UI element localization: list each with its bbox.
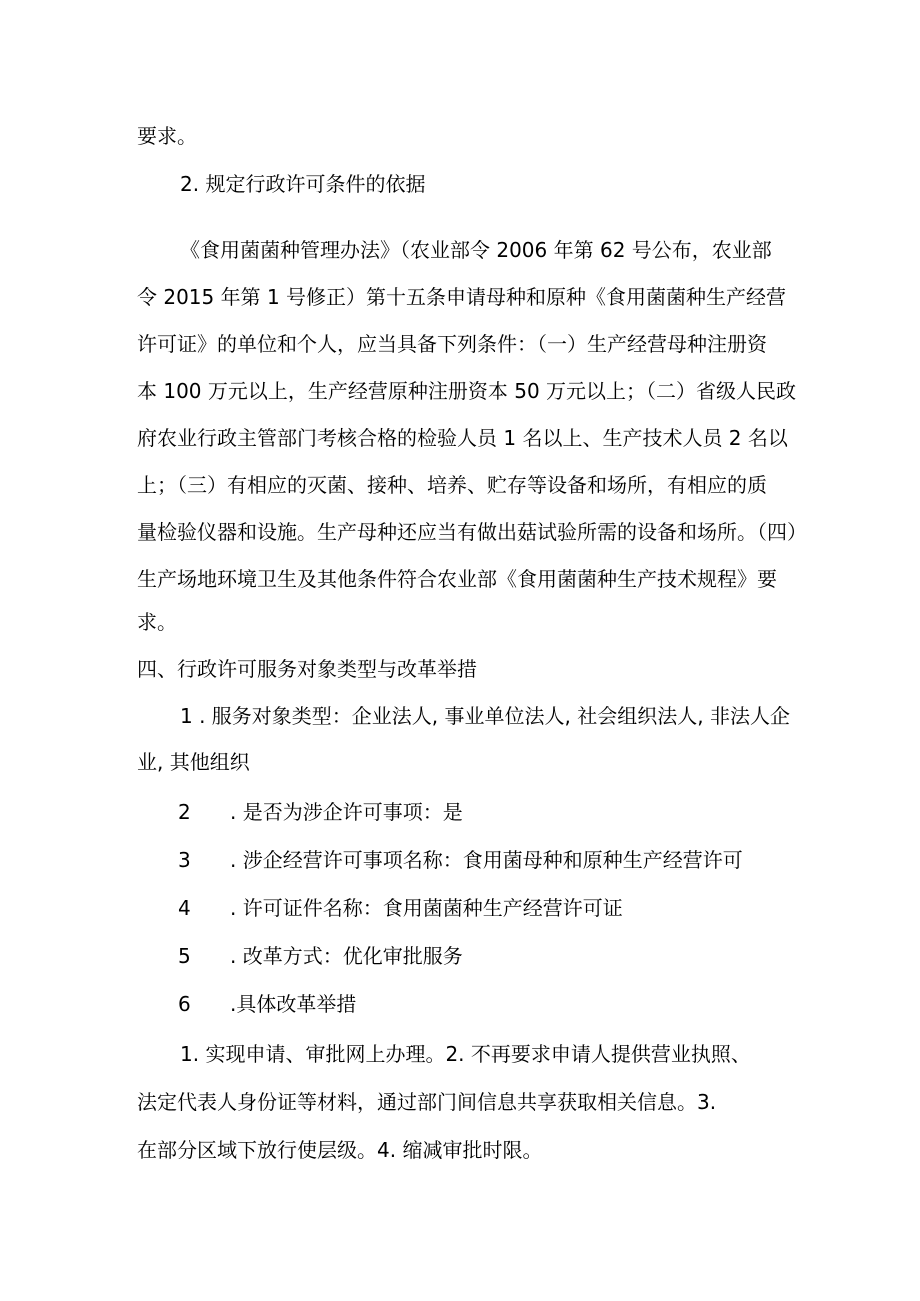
item-text: . 是否为涉企许可事项：是 (230, 800, 463, 824)
text-line-tail-1: 1. 实现申请、审批网上办理。2. 不再要求申请人提供营业执照、 (180, 1042, 751, 1066)
text-line-7: 府农业行政主管部门考核合格的检验人员 1 名以上、生产技术人员 2 名以 (137, 426, 788, 450)
section-heading-2: 2. 规定行政许可条件的依据 (180, 172, 426, 196)
text-line-13: 1 . 服务对象类型：企业法人, 事业单位法人, 社会组织法人, 非法人企 (180, 704, 790, 728)
numbered-item-3 (178, 848, 743, 872)
item-text: . 改革方式：优化审批服务 (230, 944, 463, 968)
section-heading-4: 四、行政许可服务对象类型与改革举措 (137, 657, 477, 681)
text-line-10: 生产场地环境卫生及其他条件符合农业部《食用菌菌种生产技术规程》要 (137, 567, 777, 591)
text-line-9: 量检验仪器和设施。生产母种还应当有做出菇试验所需的设备和场所。（四） (137, 520, 807, 544)
numbered-item-6 (178, 992, 356, 1016)
item-text: . 许可证件名称：食用菌菌种生产经营许可证 (230, 896, 623, 920)
numbered-item-2 (178, 800, 463, 824)
text-line-6: 本 100 万元以上，生产经营原种注册资本 50 万元以上；（二）省级人民政 (137, 379, 797, 403)
text-line-4: 令 2015 年第 1 号修正）第十五条申请母种和原种《食用菌菌种生产经营 (137, 285, 787, 309)
text-line-8: 上；（三）有相应的灭菌、接种、培养、贮存等设备和场所，有相应的质 (137, 473, 767, 497)
text-line-11: 求。 (137, 610, 177, 634)
item-text: . 涉企经营许可事项名称：食用菌母种和原种生产经营许可 (230, 848, 743, 872)
text-line-3: 《食用菌菌种管理办法》（农业部令 2006 年第 62 号公布，农业部 (180, 238, 772, 262)
text-line-tail-2: 法定代表人身份证等材料，通过部门间信息共享获取相关信息。3. (137, 1090, 717, 1114)
text-line-tail-3: 在部分区域下放行使层级。4. 缩减审批时限。 (137, 1138, 543, 1162)
item-number: 6 (178, 992, 191, 1016)
numbered-item-4 (178, 896, 623, 920)
text-line-14: 业, 其他组织 (137, 750, 250, 774)
item-number: 2 (178, 800, 191, 824)
item-number: 4 (178, 896, 191, 920)
text-line-1: 要求。 (137, 124, 197, 148)
item-text: .具体改革举措 (230, 992, 357, 1016)
numbered-item-5 (178, 944, 463, 968)
item-number: 3 (178, 848, 191, 872)
text-line-5: 许可证》的单位和个人，应当具备下列条件：（一）生产经营母种注册资 (137, 332, 767, 356)
item-number: 5 (178, 944, 191, 968)
